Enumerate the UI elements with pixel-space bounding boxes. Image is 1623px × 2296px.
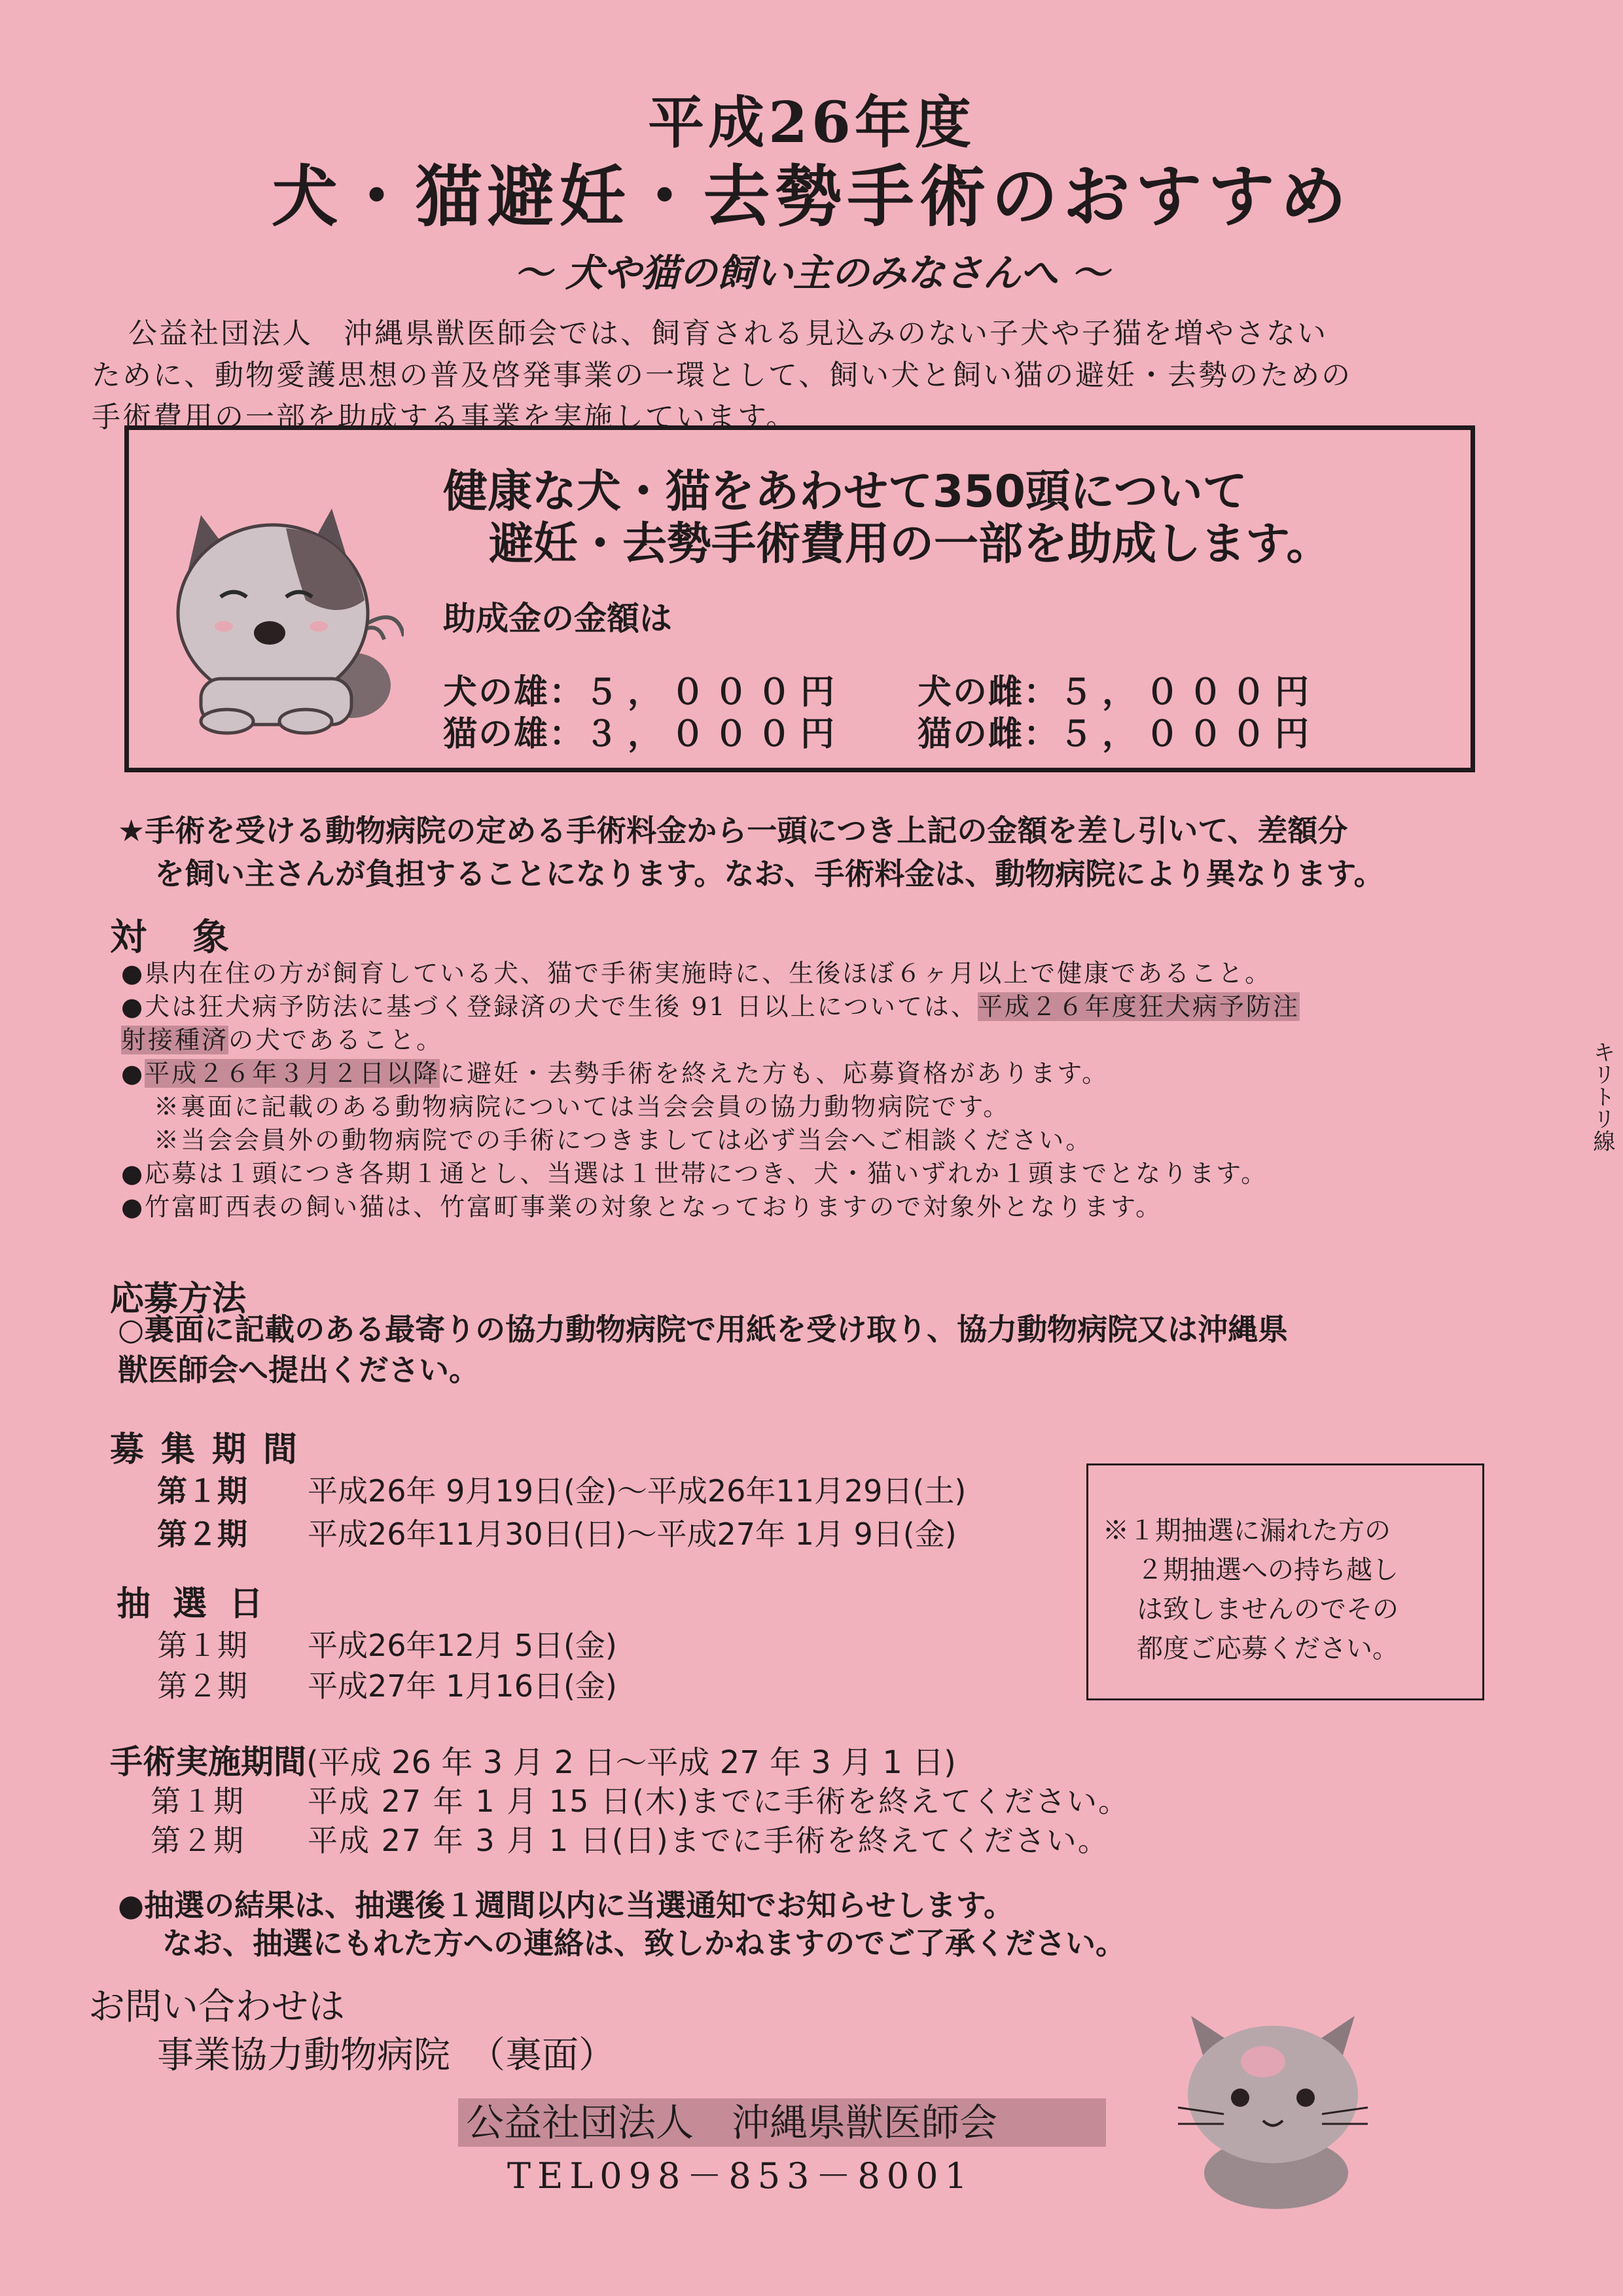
contact-heading: お問い合わせは — [88, 1986, 345, 2028]
list-item: ※裏面に記載のある動物病院については当会会員の協力動物病院です。 — [154, 1092, 1010, 1121]
recruitment-row: 第１期 平成26年 9月19日(金)～平成26年11月29日(土) — [157, 1473, 967, 1509]
note-line: ★手術を受ける動物病院の定める手術料金から一頭につき上記の金額を差し引いて、差額分 — [118, 813, 1348, 848]
intro-line: 手術費用の一部を助成する事業を実施しています。 — [92, 401, 797, 434]
surgery-row: 第２期 平成 27 年 3 月 1 日(日)までに手術を終えてください。 — [151, 1823, 1109, 1858]
intro-paragraph — [92, 313, 1486, 439]
lottery-row: 第２期 平成27年 1月16日(金) — [157, 1668, 617, 1704]
section-heading-target: 対象 — [110, 916, 275, 959]
dog-illustration — [155, 469, 404, 744]
list-item: 射接種済の犬であること。 — [121, 1026, 444, 1054]
lottery-note-line: なお、抽選にもれた方への連絡は、致しかねますのでご了承ください。 — [162, 1926, 1126, 1961]
list-item: ※当会会員外の動物病院での手術につきましては必ず当会へご相談ください。 — [154, 1126, 1093, 1155]
section-heading-recruitment: 募集期間 — [110, 1430, 315, 1469]
amount-cat-male: 猫の雄：３，０００円 — [443, 715, 844, 754]
contact-subtext: 事業協力動物病院 （裏面） — [157, 2034, 615, 2077]
recruitment-row: 第２期 平成26年11月30日(日)～平成27年 1月 9日(金) — [157, 1516, 957, 1552]
sidebox-line: ※１期抽選に漏れた方の — [1103, 1516, 1391, 1546]
lottery-note-line: ●抽選の結果は、抽選後１週間以内に当選通知でお知らせします。 — [118, 1888, 1014, 1923]
fee-note — [118, 809, 1499, 895]
organization-name: 公益社団法人 沖縄県獣医師会 — [458, 2098, 1106, 2147]
subsidy-headline: 健康な犬・猫をあわせて350頭について — [443, 466, 1247, 518]
list-item: ●竹富町西表の飼い猫は、竹富町事業の対象となっておりますので対象外となります。 — [121, 1193, 1163, 1221]
sidebox-line: 都度ご応募ください。 — [1137, 1634, 1399, 1664]
section-heading-apply: 応募方法 — [110, 1280, 247, 1319]
amount-dog-male: 犬の雄：５，０００円 — [443, 673, 844, 712]
intro-line: 公益社団法人 沖縄県獣医師会では、飼育される見込みのない子犬や子猫を増やさない — [128, 317, 1328, 350]
list-item: ●平成２６年３月２日以降に避妊・去勢手術を終えた方も、応募資格があります。 — [121, 1059, 1109, 1088]
list-item: ●犬は狂犬病予防法に基づく登録済の犬で生後 91 日以上については、平成２６年度狂犬病予防注 — [121, 992, 1300, 1021]
section-heading-lottery: 抽選日 — [116, 1585, 286, 1624]
list-item: ●県内在住の方が飼育している犬、猫で手術実施時に、生後ほぼ６ヶ月以上で健康であること。 — [121, 959, 1272, 988]
page-subtitle: ～ 犬や猫の飼い主のみなさんへ ～ — [514, 251, 1109, 295]
cut-line-label: キリトリ線 — [1589, 1041, 1615, 1152]
subsidy-headline: 避妊・去勢手術費用の一部を助成します。 — [489, 518, 1331, 570]
carryover-note-box — [1086, 1463, 1484, 1700]
sidebox-line: は致しませんのでその — [1137, 1594, 1399, 1624]
list-item: ●応募は１頭につき各期１通とし、当選は１世帯につき、犬・猫いずれか１頭までとなります。 — [121, 1159, 1268, 1188]
page-title: 犬・猫避妊・去勢手術のおすすめ — [271, 158, 1352, 236]
amount-cat-female: 猫の雌：５，０００円 — [918, 715, 1319, 754]
section-heading-surgery: 手術実施期間(平成 26 年 3 月 2 日～平成 27 年 3 月 1 日) — [110, 1743, 956, 1781]
amount-dog-female: 犬の雌：５，０００円 — [918, 673, 1319, 712]
surgery-row: 第１期 平成 27 年 1 月 15 日(木)までに手術を終えてください。 — [151, 1784, 1130, 1819]
sidebox-line: ２期抽選への持ち越し — [1137, 1555, 1399, 1585]
title-year: 平成26年度 — [648, 90, 975, 156]
target-list — [121, 957, 1508, 1224]
lottery-row: 第１期 平成26年12月 5日(金) — [157, 1628, 617, 1663]
apply-line: 獣医師会へ提出ください。 — [118, 1352, 479, 1388]
intro-line: ために、動物愛護思想の普及啓発事業の一環として、飼い犬と飼い猫の避妊・去勢のための — [92, 359, 1353, 392]
amount-label: 助成金の金額は — [443, 600, 672, 637]
subsidy-box — [124, 425, 1475, 772]
phone-number: TEL098－853－8001 — [507, 2155, 974, 2197]
lottery-result-note — [118, 1886, 1492, 1962]
apply-text — [118, 1309, 1492, 1390]
apply-line: ○裏面に記載のある最寄りの協力動物病院で用紙を受け取り、協力動物病院又は沖縄県 — [118, 1312, 1289, 1347]
note-line: を飼い主さんが負担することになります。なお、手術料金は、動物病院により異なります。 — [154, 856, 1384, 891]
cat-illustration — [1165, 1990, 1381, 2212]
